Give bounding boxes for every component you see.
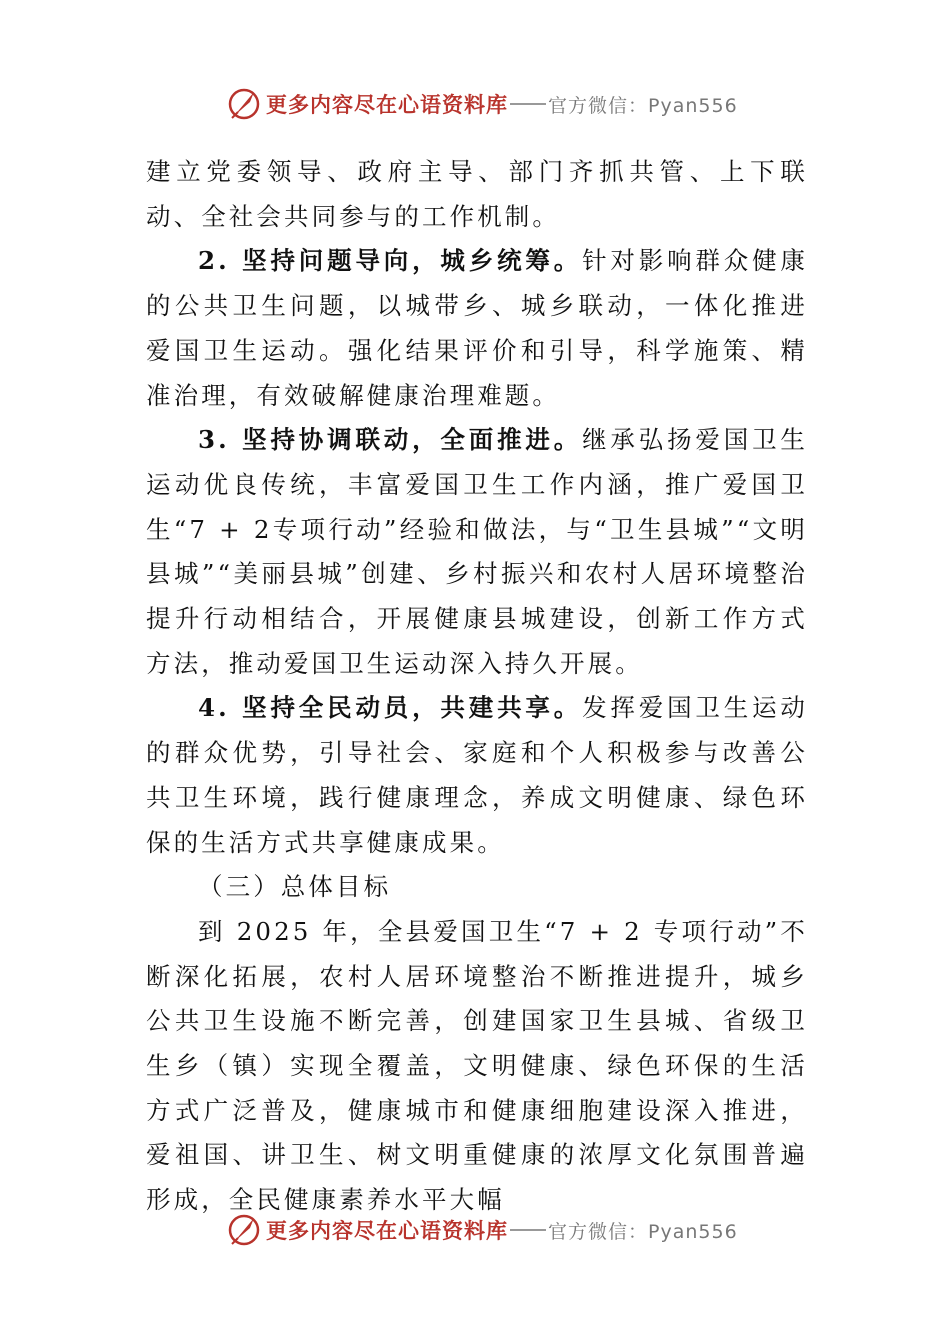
watermark-footer	[226, 1210, 746, 1250]
goal-paragraph: 到 2025 年，全县爱国卫生“7 + 2 专项行动”不断深化拓展，农村人居环境整治不断推进提升，城乡公共卫生设施不断完善，创建国家卫生县城、省级卫生乡（镇）实现全覆盖，文明健康、绿色环保的生活方式广泛普及，健康城市和健康细胞建设深入推进，爱祖国、讲卫生、树文明重健康的浓厚文化氛围普遍形成，全民健康素养水平大幅	[146, 916, 808, 1215]
section-heading: （三）总体目标	[198, 872, 392, 902]
watermark-wechat-text: 官方微信：Pyan556	[548, 1220, 738, 1243]
watermark-main-text: 更多内容尽在心语资料库	[266, 93, 508, 117]
principle-4-text: 发挥爱国卫生运动的群众优势，引导社会、家庭和个人积极参与改善公共卫生环境，践行健康理念，养成文明健康、绿色环保的生活方式共享健康成果。	[146, 693, 808, 857]
principle-4	[146, 686, 808, 865]
quill-logo-icon	[226, 86, 262, 122]
watermark-header	[226, 84, 746, 124]
watermark-separator	[510, 1229, 546, 1231]
quill-logo-icon	[226, 1212, 262, 1248]
paragraph-continuation: 建立党委领导、政府主导、部门齐抓共管、上下联动、全社会共同参与的工作机制。	[146, 157, 808, 231]
principle-3-text: 继承弘扬爱国卫生运动优良传统，丰富爱国卫生工作内涵，推广爱国卫生“7 + 2专项行动”经验和做法，与“卫生县城”“文明县城”“美丽县城”创建、乡村振兴和农村人居环境整治提升行动相结合，开展健康县城建设，创新工作方式方法，推动爱国卫生运动深入持久开展。	[146, 425, 808, 678]
principle-2-title: 2. 坚持问题导向，城乡统筹。	[198, 246, 583, 276]
watermark-main-text: 更多内容尽在心语资料库	[266, 1219, 508, 1243]
watermark-separator	[510, 103, 546, 105]
principle-4-title: 4. 坚持全民动员，共建共享。	[198, 693, 583, 723]
principle-2-text: 针对影响群众健康的公共卫生问题，以城带乡、城乡联动，一体化推进爱国卫生运动。强化结果评价和引导，科学施策、精准治理，有效破解健康治理难题。	[146, 246, 808, 410]
principle-3	[146, 418, 808, 686]
principle-2	[146, 239, 808, 418]
watermark-wechat-text: 官方微信：Pyan556	[548, 94, 738, 117]
principle-3-title: 3. 坚持协调联动，全面推进。	[198, 425, 583, 455]
document-body	[146, 150, 808, 1223]
